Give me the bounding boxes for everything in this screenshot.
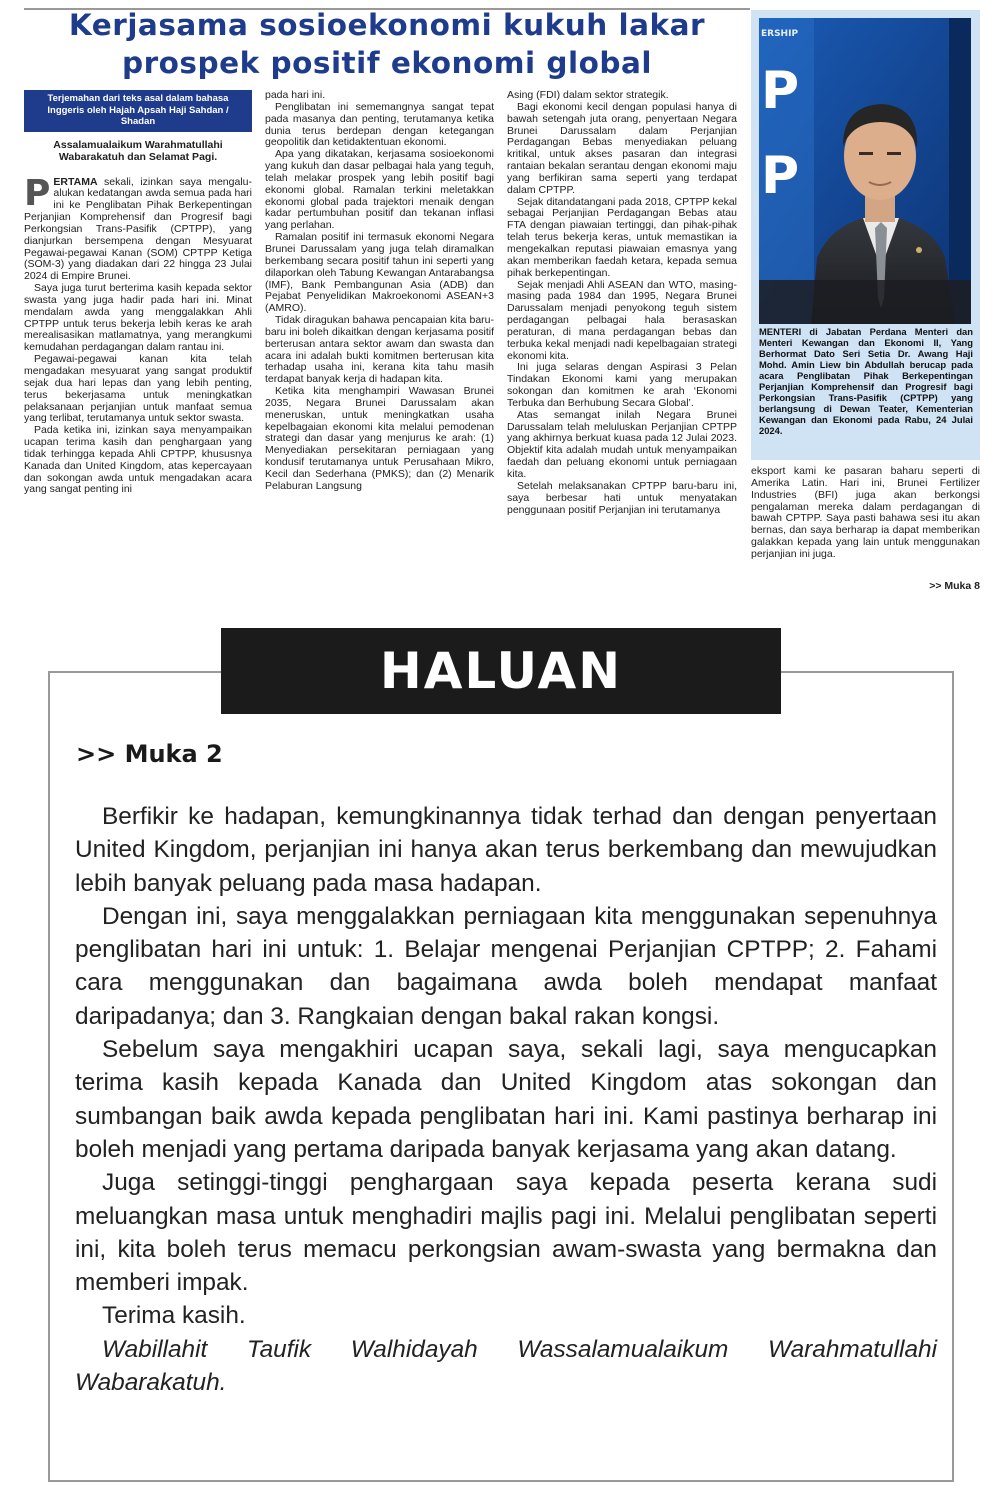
article-paragraph: Penglibatan ini sememangnya sangat tepat pada masanya dan penting, terutamanya ketika dunia terus berdepan dengan ketegangan geopolitik dan ketidaktentuan ekonomi. — [265, 100, 494, 149]
article-paragraph: Apa yang dikatakan, kerjasama sosioekonomi yang kukuh dan dasar pelbagai hala yang teguh, telah melakar prospek yang lebih positif bagi ekonomi global. Ramalan terkini meletakkan ekonomi global pada trajektori menaik dengan kadar pertumbuhan positif dan tekanan inflasi yang perlahan. — [265, 148, 494, 232]
closing-salutation: Wabillahit Taufik Walhidayah Wassalamualaikum Warahmatullahi Wabarakatuh. — [75, 1335, 937, 1397]
banner-fragment: ERSHIP — [761, 29, 799, 39]
headline — [24, 6, 750, 82]
article-paragraph: Saya juga turut berterima kasih kepada sektor swasta yang juga hadir pada hari ini. Minat mendalam awda yang menggalakkan Ahli CPTPP untuk terus bekerja lebih keras ke arah merealisasikan matlamatnya, yang merangkumi kemudahan perdagangan dalam rantau ini. — [24, 282, 252, 354]
continuation-paragraph: Dengan ini, saya menggalakkan perniagaan kita menggunakan sepenuhnya penglibatan hari ini untuk: 1. Belajar mengenai Perjanjian CPTPP; 2. Fahami cara menggunakan dan bagaimana awda boleh mendapat manfaat daripadanya; dan 3. Rangkaian dengan bakal rakan kongsi. — [75, 902, 937, 1030]
article-paragraph: Bagi ekonomi kecil dengan populasi hanya di bawah setengah juta orang, penyertaan Negara Brunei Darussalam dalam Perjanjian Perdagangan Bebas menyediakan peluang kritikal, untuk akses pasaran dan integrasi rantaian bekalan serantau dengan ekonomi maju yang berfikiran sama seperti yang terdapat dalam CPTPP. — [507, 100, 737, 196]
article-paragraph: Ketika kita menghampiri Wawasan Brunei 2035, Negara Brunei Darussalam akan meneruskan, untuk meningkatkan usaha kepelbagaian ekonomi kita melalui pemodenan strategi dan dasar yang menjurus ke arah: (1) Menyediakan persekitaran perniagaan yang kondusif terutamanya untuk Perusahaan Mikro, Kecil dan Sederhana (PMKS); dan (2) Menarik Pelaburan Langsung — [265, 385, 494, 492]
greeting-line-2: Wabarakatuh dan Selamat Pagi. — [58, 150, 218, 163]
article-paragraph: Tidak diragukan bahawa pencapaian kita baru-baru ini boleh dikaitkan dengan kerjasama positif berterusan antara sektor awam dan swasta dan acara ini adalah bukti komitmen berterusan kita terhadap usaha ini, kerana kita tahu masih terdapat banyak kerja di hadapan kita. — [265, 314, 494, 386]
article-paragraph: Pada ketika ini, izinkan saya menyampaikan ucapan terima kasih dan penghargaan yang tidak terhingga kepada Ahli CPTPP, khususnya Kanada dan United Kingdom, atas kepercayaan dan sokongan awda untuk mengadakan acara yang sangat penting ini — [24, 424, 252, 496]
article-paragraph: Sejak menjadi Ahli ASEAN dan WTO, masing-masing pada 1984 dan 1995, Negara Brunei Darussalam menjadi penyokong teguh sistem perdagangan pelbagai hala berasaskan peraturan, di mana perdagangan bebas dan terbuka kekal menjadi nadi kepelbagaian strategi ekonomi kita. — [507, 278, 737, 362]
first-word: ERTAMA — [53, 175, 98, 188]
speaker-photo-illustration — [759, 18, 971, 324]
continuation-paragraph: Terima kasih. — [102, 1302, 246, 1330]
banner-letter: P — [761, 146, 800, 206]
sidebar-text: eksport kami ke pasaran baharu seperti di Amerika Latin. Hari ini, Brunei Fertilizer Industries (BFI) juga akan berkongsi pengalaman mereka dalam perdagangan di bawah CPTPP. Saya pasti bahawa sesi itu akan bernas, dan saya berharap ia dapat memberikan galakkan kepada yang lain untuk menggunakan perjanjian ini juga. — [751, 465, 980, 560]
paragraph-text: sekali, izinkan saya mengalu-alukan kedatangan awda semua pada hari ini ke Penglibatan Pihak Berkepentingan Perjanjian Komprehensif dan Progresif bagi Perkongsian Trans-Pasifik (CPTPP), yang dianjurkan bersempena dengan Mesyuarat Pegawai-pegawai Kanan (SOM) CPTPP Ketiga (SOM-3) yang diadakan dari 22 hingga 23 Julai 2024 di Empire Brunei. — [24, 175, 252, 283]
article-paragraph: pada hari ini. — [265, 90, 326, 101]
page-reference[interactable]: >> Muka 2 — [76, 740, 223, 768]
article-paragraph: Sejak ditandatangani pada 2018, CPTPP kekal sebagai Perjanjian Perdagangan Bebas atau FTA dengan piawaian tertinggi, dan pihak-pihak telah terus bekerja keras, untuk memastikan ia mengekalkan reputasi piawaian emasnya yang akan memberikan faedah ketara, kepada semua pihak berkepentingan. — [507, 195, 737, 279]
article-columns — [24, 90, 750, 595]
drop-cap: P — [24, 172, 51, 214]
article-paragraph — [24, 172, 252, 284]
headline-line-1: Kerjasama sosioekonomi kukuh lakar — [68, 8, 706, 42]
article-paragraph: Ini juga selaras dengan Aspirasi 3 Pelan Tindakan Ekonomi kami yang merupakan sokongan dan komitmen ke arah ‘Ekonomi Terbuka dan Berhubung Secara Global’. — [507, 361, 737, 409]
headline-line-2: prospek positif ekonomi global — [122, 46, 652, 80]
speaker-photo — [759, 18, 971, 324]
article-column-3 — [507, 90, 737, 595]
continuation-paragraph: Juga setinggi-tinggi penghargaan saya kepada peserta kerana sudi meluangkan masa untuk menghadiri majlis pagi ini. Melalui penglibatan seperti ini, kita boleh terus memacu perkongsian awam-swasta yang bermakna dan memberi impak. — [75, 1169, 937, 1297]
continuation-paragraph: Berfikir ke hadapan, kemungkinannya tidak terhad dan dengan penyertaan United Kingdom, perjanjian ini hanya akan terus berkembang dan mewujudkan lebih banyak peluang pada masa hadapan. — [75, 803, 937, 897]
continued-page-link[interactable]: >> Muka 8 — [929, 580, 980, 592]
sidebar — [751, 10, 980, 598]
article-column-2 — [265, 90, 494, 595]
translation-note: Terjemahan dari teks asal dalam bahasa Inggeris oleh Hajah Apsah Haji Sahdan / Shadan — [24, 90, 252, 132]
continuation-text — [75, 800, 937, 1399]
photo-panel — [751, 10, 980, 460]
banner-letter: P — [761, 61, 800, 121]
article-paragraph: Setelah melaksanakan CPTPP baru-baru ini, saya berbesar hati untuk menyatakan penggunaan positif Perjanjian ini terutamanya — [507, 479, 737, 516]
continuation-paragraph: Sebelum saya mengakhiri ucapan saya, sekali lagi, saya mengucapkan terima kasih kepada Kanada dan United Kingdom atas sokongan dan sumbangan baik awda kepada penglibatan hari ini. Kami pastinya berharap ini boleh menjadi yang pertama daripada banyak kerjasama yang akan datang. — [75, 1036, 937, 1163]
section-banner: HALUAN — [221, 628, 781, 714]
article-paragraph: Atas semangat inilah Negara Brunei Darussalam telah meluluskan Perjanjian CPTPP yang akhirnya berkuat kuasa pada 12 Julai 2023. Objektif kita adalah mudah untuk menyampaikan faedah dan peluang ekonomi untuk perniagaan kita. — [507, 408, 737, 480]
article-column-1 — [24, 90, 252, 595]
greeting-line-1: Assalamualaikum Warahmatullahi — [53, 138, 223, 151]
greeting — [24, 139, 252, 163]
article-paragraph: Asing (FDI) dalam sektor strategik. — [507, 90, 669, 101]
article-paragraph: Ramalan positif ini termasuk ekonomi Negara Brunei Darussalam yang juga telah diramalkan berkembang secara positif tahun ini seperti yang dilaporkan oleh Tabung Kewangan Antarabangsa (IMF), Bank Pembangunan Asia (ADB) dan Pejabat Penyelidikan Makroekonomi ASEAN+3 (AMRO). — [265, 231, 494, 315]
photo-caption: MENTERI di Jabatan Perdana Menteri dan Menteri Kewangan dan Ekonomi II, Yang Berhormat Dato Seri Setia Dr. Awang Haji Mohd. Amin Liew bin Abdullah berucap pada acara Penglibatan Pihak Berkepentingan Perjanjian Komprehensif dan Progresif bagi Perkongsian Trans-Pasifik (CPTPP) yang berlangsung di Dewan Teater, Kementerian Kewangan dan Ekonomi pada Rabu, 24 Julai 2024. — [759, 326, 973, 436]
article-paragraph: Pegawai-pegawai kanan kita telah mengadakan mesyuarat yang sangat produktif sejak dua hari lepas dan yang lebih penting, terus bekerjasama untuk meningkatkan pelaksanaan perjanjian untuk manfaat semua yang terlibat, terutamanya untuk sektor swasta. — [24, 353, 252, 425]
